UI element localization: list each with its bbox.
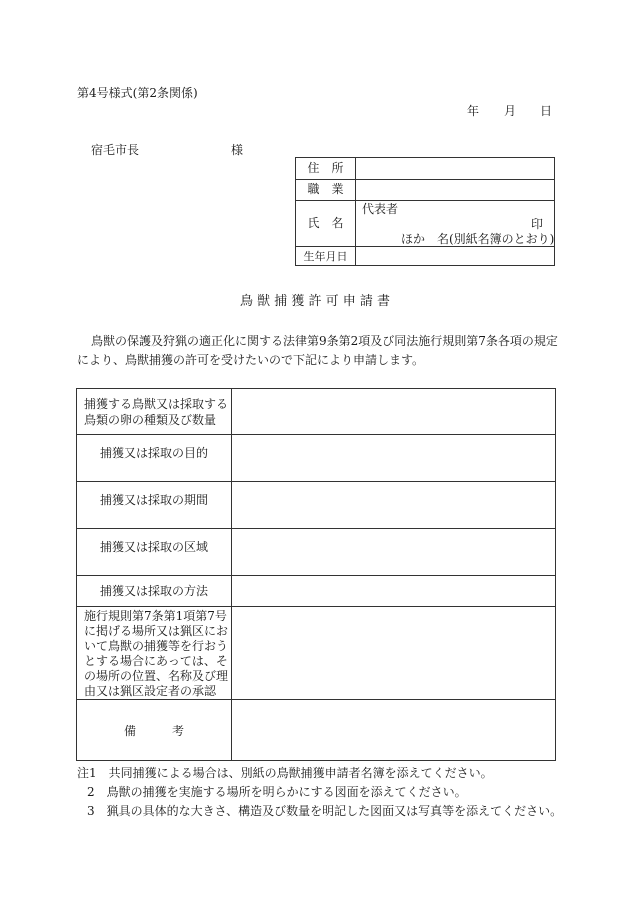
method-label: 捕獲又は採取の方法 [99, 584, 208, 598]
row-separator [77, 434, 555, 435]
row-separator [77, 528, 555, 529]
place-label-line-5: の場所の位置、名称及び理 [84, 669, 229, 683]
place-label-line-2: に掲げる場所又は猟区にお [84, 624, 229, 638]
note-3: 3 猟具の具体的な大きさ、構造及び数量を明記した図面又は写真等を添えてください。 [87, 804, 563, 818]
place-label-line-6: 由又は猟区設定者の承認 [84, 684, 217, 698]
seal-label: 印 [531, 217, 544, 231]
row-separator [77, 699, 555, 700]
remarks-label: 備 考 [123, 724, 184, 738]
area-label: 捕獲又は採取の区域 [99, 540, 208, 554]
form-number: 第4号様式(第2条関係) [77, 86, 198, 100]
birthdate-label: 生年月日 [303, 250, 348, 263]
row-separator [77, 481, 555, 482]
applicant-table [295, 157, 555, 266]
place-label-line-4: とする場合にあっては、そ [84, 654, 228, 668]
name-label: 氏 名 [307, 216, 344, 230]
place-label-line-3: いて鳥獣の捕獲等を行おう [84, 639, 229, 653]
species-label-line-2: 鳥類の卵の種類及び数量 [84, 413, 217, 427]
others-label: ほか 名(別紙名簿のとおり) [401, 232, 555, 246]
date-day-label: 日 [540, 104, 553, 118]
species-label-line-1: 捕獲する鳥獣又は採取する [84, 397, 229, 411]
note-1: 注1 共同捕獲による場合は、別紙の鳥獣捕獲申請者名簿を添えてください。 [77, 766, 493, 780]
note-2: 2 鳥獣の捕獲を実施する場所を明らかにする図面を添えてください。 [87, 785, 467, 799]
addressee-honorific: 様 [231, 143, 244, 157]
addressee-name: 宿毛市長 [91, 143, 140, 157]
place-label-line-1: 施行規則第7条第1項第7号 [84, 609, 227, 623]
row-separator [77, 575, 555, 576]
representative-label: 代表者 [362, 202, 399, 216]
document-title: 鳥 獣 捕 獲 許 可 申 請 書 [239, 294, 391, 309]
occupation-label: 職 業 [307, 182, 344, 196]
date-month-label: 月 [504, 104, 517, 118]
application-table [76, 388, 556, 761]
row-separator [77, 606, 555, 607]
date-year-label: 年 [467, 104, 480, 118]
period-label: 捕獲又は採取の期間 [99, 493, 208, 507]
intro-line-2: により、鳥獣捕獲の許可を受けたいので下記により申請します。 [77, 353, 425, 367]
address-label: 住 所 [307, 161, 344, 175]
intro-line-1: 鳥獣の保護及狩猟の適正化に関する法律第9条第2項及び同法施行規則第7条各項の規定 [91, 334, 558, 348]
purpose-label: 捕獲又は採取の目的 [99, 446, 208, 460]
